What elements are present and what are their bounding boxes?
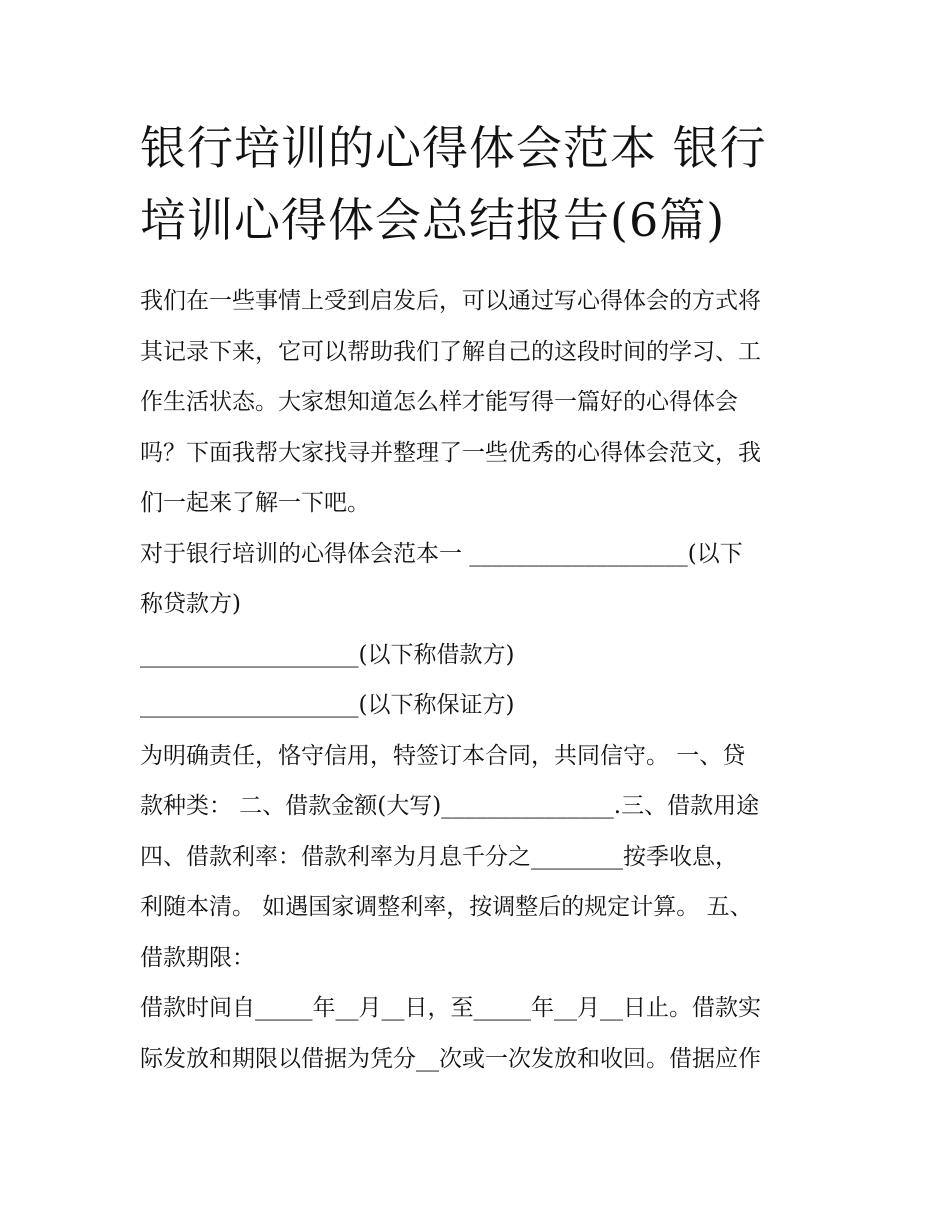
body-line-4: 吗？下面我帮大家找寻并整理了一些优秀的心得体会范文，我	[140, 439, 761, 466]
body-line-6: 对于银行培训的心得体会范本一 ___________________(以下	[140, 540, 743, 567]
body-line-15: 借款时间自_____年__月__日，至_____年__月__日止。借款实	[140, 995, 761, 1021]
title-line-1: 银行培训的心得体会范本 银行	[140, 121, 767, 175]
document-body	[140, 276, 820, 1084]
title-line-2: 培训心得体会总结报告(6篇)	[140, 193, 726, 247]
body-line-9: ___________________(以下称保证方)	[140, 692, 515, 718]
body-line-10: 为明确责任，恪守信用，特签订本合同，共同信守。 一、贷	[140, 742, 746, 769]
body-line-2: 其记录下来，它可以帮助我们了解自己的这段时间的学习、工	[140, 338, 761, 365]
body-line-1: 我们在一些事情上受到启发后，可以通过写心得体会的方式将	[140, 288, 761, 314]
body-line-7: 称贷款方)	[140, 591, 241, 617]
body-line-13: 利随本清。 如遇国家调整利率，按调整后的规定计算。 五、	[140, 894, 753, 920]
body-line-5: 们一起来了解一下吧。	[140, 490, 370, 516]
body-line-12: 四、借款利率：借款利率为月息千分之________按季收息，	[140, 843, 738, 870]
body-line-11: 款种类： 二、借款金额(大写)_______________.三、借款用途	[140, 793, 760, 819]
body-line-16: 际发放和期限以借据为凭分__次或一次发放和收回。借据应作	[140, 1045, 761, 1072]
body-line-8: ___________________(以下称借款方)	[140, 641, 515, 668]
body-line-3: 作生活状态。大家想知道怎么样才能写得一篇好的心得体会	[140, 389, 738, 415]
document-title	[140, 112, 820, 256]
body-line-14: 借款期限：	[140, 944, 255, 971]
